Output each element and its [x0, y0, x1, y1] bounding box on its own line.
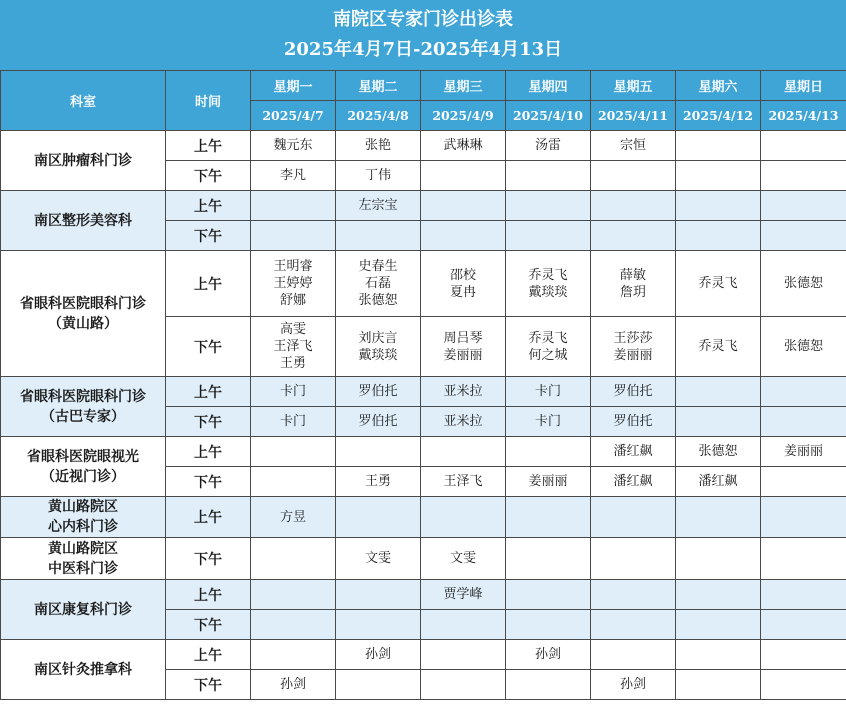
- doctor-cell: 乔灵飞: [676, 251, 761, 317]
- doctor-cell: [676, 407, 761, 437]
- doctor-cell: [336, 610, 421, 640]
- department-name: 黄山路院区 中医科门诊: [1, 538, 166, 580]
- doctor-cell: 姜丽丽: [506, 467, 591, 497]
- doctor-cell: [506, 437, 591, 467]
- session-time: 下午: [166, 407, 251, 437]
- doctor-cell: 罗伯托: [591, 407, 676, 437]
- doctor-cell: [506, 610, 591, 640]
- doctor-cell: [251, 221, 336, 251]
- header-weekday: 星期二: [336, 71, 421, 101]
- doctor-cell: 贾学峰: [421, 580, 506, 610]
- doctor-cell: [761, 131, 846, 161]
- doctor-cell: 刘庆言 戴琰琰: [336, 317, 421, 377]
- doctor-cell: 卡门: [506, 407, 591, 437]
- doctor-cell: [761, 191, 846, 221]
- schedule-body: [1, 131, 846, 700]
- doctor-cell: [761, 407, 846, 437]
- doctor-cell: [761, 161, 846, 191]
- header-dept: 科室: [1, 71, 166, 131]
- doctor-cell: [421, 670, 506, 700]
- doctor-cell: 乔灵飞 何之城: [506, 317, 591, 377]
- table-row: [1, 580, 846, 610]
- doctor-cell: [676, 538, 761, 580]
- doctor-cell: [421, 497, 506, 538]
- doctor-cell: [676, 131, 761, 161]
- department-name: 南区整形美容科: [1, 191, 166, 251]
- doctor-cell: 文雯: [421, 538, 506, 580]
- header-date: 2025/4/7: [251, 101, 336, 131]
- doctor-cell: [591, 538, 676, 580]
- doctor-cell: [421, 161, 506, 191]
- doctor-cell: [591, 610, 676, 640]
- department-name: 省眼科医院眼科门诊 （古巴专家）: [1, 377, 166, 437]
- doctor-cell: [591, 580, 676, 610]
- schedule-table: [0, 70, 846, 700]
- doctor-cell: 罗伯托: [336, 377, 421, 407]
- doctor-cell: [251, 610, 336, 640]
- doctor-cell: 张艳: [336, 131, 421, 161]
- header-date: 2025/4/11: [591, 101, 676, 131]
- doctor-cell: [251, 467, 336, 497]
- doctor-cell: [251, 580, 336, 610]
- doctor-cell: [676, 610, 761, 640]
- session-time: 下午: [166, 317, 251, 377]
- table-row: [1, 640, 846, 670]
- doctor-cell: [421, 191, 506, 221]
- session-time: 下午: [166, 161, 251, 191]
- session-time: 下午: [166, 467, 251, 497]
- doctor-cell: [676, 191, 761, 221]
- doctor-cell: 王莎莎 姜丽丽: [591, 317, 676, 377]
- doctor-cell: 孙剑: [251, 670, 336, 700]
- doctor-cell: [421, 640, 506, 670]
- doctor-cell: [336, 670, 421, 700]
- schedule-date-range: 2025年4月7日-2025年4月13日: [283, 39, 563, 60]
- session-time: 上午: [166, 131, 251, 161]
- doctor-cell: [251, 640, 336, 670]
- doctor-cell: 潘红飙: [591, 437, 676, 467]
- session-time: 下午: [166, 221, 251, 251]
- doctor-cell: [336, 497, 421, 538]
- doctor-cell: [506, 221, 591, 251]
- doctor-cell: 潘红飙: [591, 467, 676, 497]
- doctor-cell: 罗伯托: [336, 407, 421, 437]
- table-row: [1, 251, 846, 317]
- doctor-cell: [676, 377, 761, 407]
- doctor-cell: [336, 437, 421, 467]
- doctor-cell: [336, 580, 421, 610]
- doctor-cell: 姜丽丽: [761, 437, 846, 467]
- doctor-cell: [251, 437, 336, 467]
- doctor-cell: [506, 580, 591, 610]
- session-time: 下午: [166, 538, 251, 580]
- doctor-cell: 孙剑: [506, 640, 591, 670]
- table-row: [1, 191, 846, 221]
- doctor-cell: [676, 640, 761, 670]
- doctor-cell: [761, 467, 846, 497]
- doctor-cell: 王明睿 王婷婷 舒娜: [251, 251, 336, 317]
- doctor-cell: 高雯 王泽飞 王勇: [251, 317, 336, 377]
- doctor-cell: 邵校 夏冉: [421, 251, 506, 317]
- doctor-cell: [761, 580, 846, 610]
- doctor-cell: [761, 610, 846, 640]
- session-time: 下午: [166, 610, 251, 640]
- doctor-cell: 王泽飞: [421, 467, 506, 497]
- doctor-cell: [506, 191, 591, 221]
- header-weekday: 星期六: [676, 71, 761, 101]
- table-row: [1, 377, 846, 407]
- doctor-cell: [591, 497, 676, 538]
- session-time: 上午: [166, 580, 251, 610]
- session-time: 上午: [166, 377, 251, 407]
- doctor-cell: [676, 161, 761, 191]
- department-name: 省眼科医院眼视光 （近视门诊）: [1, 437, 166, 497]
- table-row: [1, 131, 846, 161]
- doctor-cell: [761, 497, 846, 538]
- doctor-cell: [421, 437, 506, 467]
- doctor-cell: [421, 610, 506, 640]
- doctor-cell: [506, 670, 591, 700]
- schedule-title: 南院区专家门诊出诊表: [333, 9, 513, 30]
- doctor-cell: 卡门: [506, 377, 591, 407]
- doctor-cell: 周吕琴 姜丽丽: [421, 317, 506, 377]
- doctor-cell: 潘红飙: [676, 467, 761, 497]
- session-time: 上午: [166, 437, 251, 467]
- department-name: 南区针灸推拿科: [1, 640, 166, 700]
- doctor-cell: 史春生 石磊 张德恕: [336, 251, 421, 317]
- header-date: 2025/4/10: [506, 101, 591, 131]
- doctor-cell: 孙剑: [591, 670, 676, 700]
- header-date: 2025/4/8: [336, 101, 421, 131]
- department-name: 南区康复科门诊: [1, 580, 166, 640]
- session-time: 上午: [166, 251, 251, 317]
- doctor-cell: [761, 221, 846, 251]
- doctor-cell: 亚米拉: [421, 407, 506, 437]
- department-name: 省眼科医院眼科门诊 （黄山路）: [1, 251, 166, 377]
- doctor-cell: [506, 538, 591, 580]
- doctor-cell: [251, 538, 336, 580]
- doctor-cell: 李凡: [251, 161, 336, 191]
- doctor-cell: 卡门: [251, 377, 336, 407]
- doctor-cell: 罗伯托: [591, 377, 676, 407]
- doctor-cell: 薛敏 詹玥: [591, 251, 676, 317]
- doctor-cell: [676, 497, 761, 538]
- session-time: 下午: [166, 670, 251, 700]
- doctor-cell: [421, 221, 506, 251]
- header-weekday: 星期一: [251, 71, 336, 101]
- doctor-cell: 乔灵飞 戴琰琰: [506, 251, 591, 317]
- doctor-cell: [506, 161, 591, 191]
- header-time: 时间: [166, 71, 251, 131]
- doctor-cell: [761, 538, 846, 580]
- header-weekday: 星期三: [421, 71, 506, 101]
- title-banner: [0, 0, 846, 70]
- doctor-cell: 张德恕: [676, 437, 761, 467]
- doctor-cell: 武琳琳: [421, 131, 506, 161]
- doctor-cell: 魏元东: [251, 131, 336, 161]
- doctor-cell: [251, 191, 336, 221]
- department-name: 黄山路院区 心内科门诊: [1, 497, 166, 538]
- doctor-cell: 张德恕: [761, 317, 846, 377]
- header-date: 2025/4/12: [676, 101, 761, 131]
- doctor-cell: [676, 670, 761, 700]
- doctor-cell: 张德恕: [761, 251, 846, 317]
- doctor-cell: [591, 161, 676, 191]
- session-time: 上午: [166, 191, 251, 221]
- header-date: 2025/4/13: [761, 101, 846, 131]
- header-weekday: 星期五: [591, 71, 676, 101]
- table-row: [1, 497, 846, 538]
- doctor-cell: 孙剑: [336, 640, 421, 670]
- doctor-cell: 王勇: [336, 467, 421, 497]
- table-row: [1, 437, 846, 467]
- doctor-cell: 文雯: [336, 538, 421, 580]
- doctor-cell: [761, 670, 846, 700]
- doctor-cell: [591, 640, 676, 670]
- session-time: 上午: [166, 640, 251, 670]
- header-weekday: 星期日: [761, 71, 846, 101]
- doctor-cell: [761, 640, 846, 670]
- doctor-cell: 亚米拉: [421, 377, 506, 407]
- doctor-cell: 宗恒: [591, 131, 676, 161]
- doctor-cell: 丁伟: [336, 161, 421, 191]
- doctor-cell: [676, 580, 761, 610]
- doctor-cell: 汤雷: [506, 131, 591, 161]
- session-time: 上午: [166, 497, 251, 538]
- doctor-cell: [761, 377, 846, 407]
- doctor-cell: [336, 221, 421, 251]
- doctor-cell: 卡门: [251, 407, 336, 437]
- doctor-cell: [591, 221, 676, 251]
- doctor-cell: [506, 497, 591, 538]
- table-row: [1, 538, 846, 580]
- header-weekday: 星期四: [506, 71, 591, 101]
- doctor-cell: [591, 191, 676, 221]
- department-name: 南区肿瘤科门诊: [1, 131, 166, 191]
- doctor-cell: 方昱: [251, 497, 336, 538]
- doctor-cell: 乔灵飞: [676, 317, 761, 377]
- header-date: 2025/4/9: [421, 101, 506, 131]
- doctor-cell: 左宗宝: [336, 191, 421, 221]
- doctor-cell: [676, 221, 761, 251]
